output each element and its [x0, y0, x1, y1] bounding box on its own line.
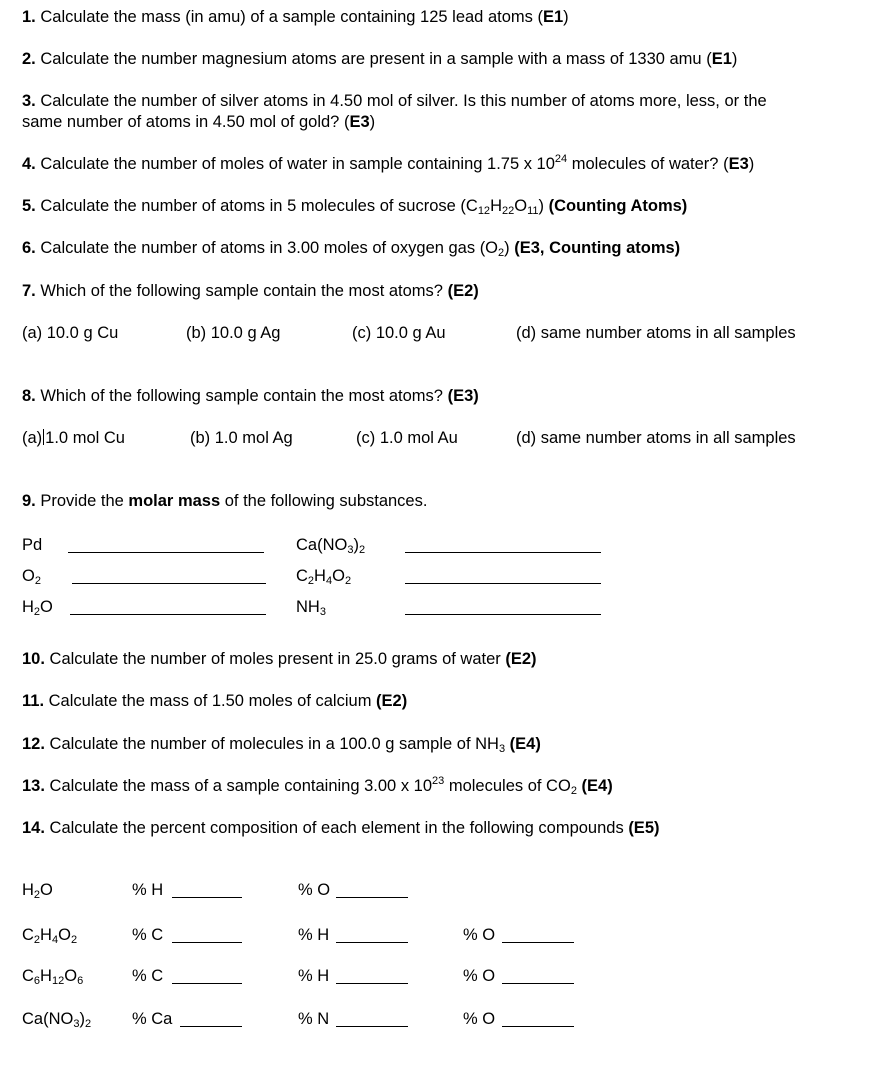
- compound-c2h4o2: $C_2H_4O_2$: [22, 926, 78, 946]
- question-number: 2.: [22, 50, 36, 68]
- answer-blank[interactable]: [502, 983, 574, 984]
- question-number: 6.: [22, 239, 36, 257]
- answer-blank[interactable]: [405, 583, 601, 584]
- question-number: 10.: [22, 650, 45, 668]
- answer-blank[interactable]: [336, 1026, 408, 1027]
- question-text: Calculate the percent composition of each element in the following compounds: [49, 819, 624, 837]
- percent-label: % O: [298, 881, 331, 899]
- compound-calcium-nitrate: $Ca(NO_3)_2$: [22, 1010, 92, 1030]
- question-text: Calculate the mass (in amu) of a sample containing 125 lead atoms: [40, 8, 533, 26]
- question-text: Which of the following sample contain the most atoms?: [40, 282, 443, 300]
- question-1: 1. Calculate the mass (in amu) of a sample containing 125 lead atoms (E1): [22, 8, 569, 26]
- question-2: 2. Calculate the number magnesium atoms are present in a sample with a mass of 1330 amu (E1): [22, 50, 738, 68]
- question-tag: (E2): [447, 282, 479, 300]
- question-10: [22, 649, 537, 669]
- question-14: [22, 818, 659, 838]
- question-number: 5.: [22, 197, 36, 215]
- question-tag: (E5): [628, 819, 660, 837]
- answer-blank[interactable]: [405, 552, 601, 553]
- formula-calcium-nitrate: $Ca(NO_3)_2$: [296, 536, 366, 556]
- question-3-cont: same number of atoms in 4.50 mol of gold? (E3): [22, 113, 376, 131]
- answer-blank[interactable]: [172, 897, 242, 898]
- question-tag: E1: [542, 8, 564, 26]
- question-text: Calculate the mass of 1.50 moles of calcium: [48, 692, 372, 710]
- question-text: Which of the following sample contain the most atoms?: [40, 387, 443, 405]
- question-13: 13. Calculate the mass of a sample containing 3.00 x $10^{23}$ molecules of $CO_2$ (E4): [22, 775, 613, 797]
- question-number: 12.: [22, 735, 45, 753]
- question-number: 7.: [22, 282, 36, 300]
- question-text: Calculate the number of atoms in 3.00 moles of oxygen gas (O: [40, 239, 499, 257]
- question-number: 3.: [22, 92, 36, 110]
- question-tag: (E2): [376, 692, 408, 710]
- answer-blank[interactable]: [336, 942, 408, 943]
- question-8: [22, 386, 479, 406]
- question-text-line1: Calculate the number of silver atoms in 4.50 mol of silver. Is this number of atoms more, less, or the: [40, 92, 767, 110]
- question-text: Calculate the number magnesium atoms are present in a sample with a mass of 1330 amu: [40, 50, 702, 68]
- formula-o2: $O_2$: [22, 567, 41, 587]
- answer-blank[interactable]: [502, 942, 574, 943]
- question-number: 9.: [22, 492, 36, 510]
- question-tag: E1: [711, 50, 732, 68]
- question-number: 11.: [22, 692, 45, 710]
- percent-label: % O: [463, 926, 496, 944]
- option-a: (a) 1.0 mol Cu: [22, 429, 125, 447]
- option-c: (c) 1.0 mol Au: [356, 429, 458, 447]
- question-tag: (E4): [509, 735, 541, 753]
- question-number: 14.: [22, 819, 45, 837]
- answer-blank[interactable]: [72, 583, 266, 584]
- percent-label: % O: [463, 967, 496, 985]
- question-5: 5. Calculate the number of atoms in 5 molecules of sucrose $(C_{12}H_{22}O_{11})$ (Counting Atoms): [22, 197, 688, 217]
- question-tag: (E2): [505, 650, 537, 668]
- question-12: 12. Calculate the number of molecules in a 100.0 g sample of $NH_3$ (E4): [22, 735, 541, 755]
- question-number: 4.: [22, 155, 36, 173]
- formula-pd: Pd: [22, 536, 43, 554]
- answer-blank[interactable]: [336, 983, 408, 984]
- option-a: (a) 10.0 g Cu: [22, 324, 119, 342]
- formula-acetic-acid: $C_2H_4O_2$: [296, 567, 352, 587]
- option-d: (d) same number atoms in all samples: [516, 324, 796, 342]
- percent-label: % O: [463, 1010, 496, 1028]
- question-text: Calculate the number of moles of water in sample containing 1.75 x 10: [40, 155, 555, 173]
- answer-blank[interactable]: [405, 614, 601, 615]
- percent-label: % H: [298, 926, 330, 944]
- question-7: [22, 281, 479, 301]
- question-11: [22, 691, 407, 711]
- question-number: 13.: [22, 777, 45, 795]
- exponent: 24: [554, 153, 568, 165]
- question-3: [22, 91, 767, 111]
- question-tag: E3: [728, 155, 749, 173]
- answer-blank[interactable]: [172, 983, 242, 984]
- formula-h2o: $H_2O$: [22, 598, 53, 618]
- question-tag: E3: [349, 113, 370, 131]
- question-number: 1.: [22, 8, 36, 26]
- answer-blank[interactable]: [180, 1026, 242, 1027]
- compound-c6h12o6: $C_6H_{12}O_6$: [22, 967, 84, 987]
- question-tag: (E3): [447, 387, 479, 405]
- question-tag: (E4): [581, 777, 613, 795]
- answer-blank[interactable]: [502, 1026, 574, 1027]
- question-text-line2: same number of atoms in 4.50 mol of gold?: [22, 113, 340, 131]
- percent-label: % N: [298, 1010, 330, 1028]
- answer-blank[interactable]: [68, 552, 264, 553]
- compound-h2o: $H_2O$: [22, 881, 53, 901]
- option-d: (d) same number atoms in all samples: [516, 429, 796, 447]
- percent-label: % H: [298, 967, 330, 985]
- question-number: 8.: [22, 387, 36, 405]
- question-text: Calculate the number of atoms in 5 molecules of sucrose (C: [40, 197, 478, 215]
- question-text: Calculate the number of molecules in a 100.0 g sample of NH: [49, 735, 499, 753]
- option-b: (b) 10.0 g Ag: [186, 324, 281, 342]
- question-4: 4. Calculate the number of moles of water in sample containing 1.75 x $10^{24}$ molecules of water? (E3): [22, 153, 755, 173]
- answer-blank[interactable]: [172, 942, 242, 943]
- answer-blank[interactable]: [336, 897, 408, 898]
- question-tag: (E3, Counting atoms): [514, 239, 681, 257]
- question-text: Calculate the number of moles present in 25.0 grams of water: [49, 650, 501, 668]
- question-text: Calculate the mass of a sample containing 3.00 x 10: [49, 777, 433, 795]
- answer-blank[interactable]: [70, 614, 266, 615]
- question-tag: (Counting Atoms): [548, 197, 688, 215]
- option-b: (b) 1.0 mol Ag: [190, 429, 293, 447]
- percent-label: % Ca: [132, 1010, 173, 1028]
- percent-label: % C: [132, 967, 164, 985]
- percent-label: % C: [132, 926, 164, 944]
- question-9: 9. Provide the molar mass of the following substances.: [22, 492, 428, 510]
- percent-label: % H: [132, 881, 164, 899]
- formula-nh3: $NH_3$: [296, 598, 326, 618]
- option-c: (c) 10.0 g Au: [352, 324, 446, 342]
- exponent: 23: [432, 775, 445, 787]
- question-6: 6. Calculate the number of atoms in 3.00 moles of oxygen gas $(O_2)$ (E3, Counting atoms): [22, 239, 681, 259]
